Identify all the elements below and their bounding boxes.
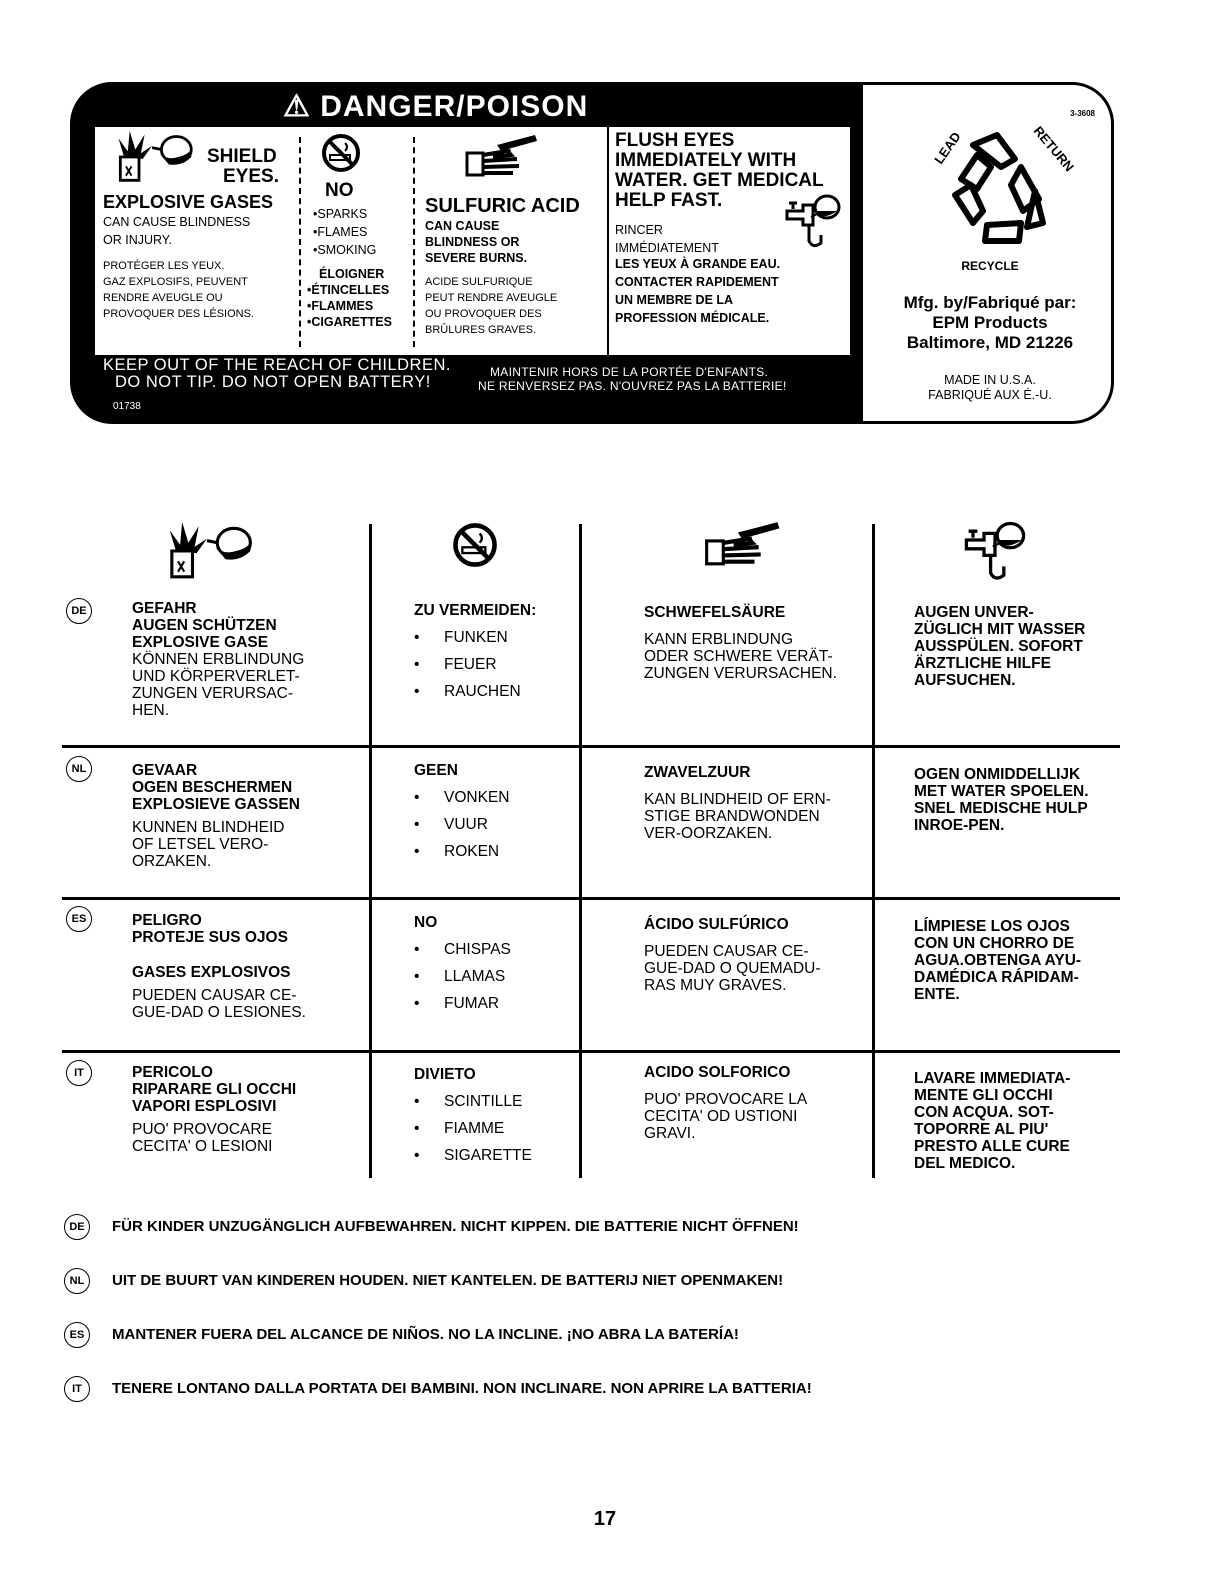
explosive-gases: EXPLOSIVE GASES: [103, 192, 274, 212]
flush-fr-5: UN MEMBRE DE LA: [615, 293, 734, 307]
cell-text: GEFAHR: [132, 600, 197, 617]
keep-out-en: [103, 357, 451, 391]
bullet-item: • VUUR: [414, 816, 509, 833]
cell-text: GUE-DAD O QUEMADU-: [644, 960, 821, 977]
de-col1: [132, 600, 304, 719]
cell-text: VAPORI ESPLOSIVI: [132, 1098, 277, 1115]
acid-fr-1: ACIDE SULFURIQUE: [425, 276, 533, 288]
lang-badge-de: DE: [64, 1214, 90, 1240]
lang-badge-nl: NL: [66, 756, 92, 782]
cell-text: ZUNGEN VERURSAC-: [132, 685, 294, 702]
cell-text: EXPLOSIVE GASE: [132, 634, 269, 651]
keep-out-fr: [478, 365, 787, 393]
keep-fr-1: MAINTENIR HORS DE LA PORTÉE D'ENFANTS.: [490, 365, 769, 379]
explosion-eye-icon: [107, 129, 199, 185]
cell-text: DEL MEDICO.: [914, 1155, 1016, 1172]
cell-text: OF LETSEL VERO-: [132, 836, 269, 853]
cell-text: SNEL MEDISCHE HULP: [914, 800, 1088, 817]
keep-en-1: KEEP OUT OF THE REACH OF CHILDREN.: [103, 356, 451, 374]
cell-heading: ACIDO SOLFORICO: [644, 1064, 791, 1081]
cell-heading: NO: [414, 914, 438, 931]
bullet-item: • SIGARETTE: [414, 1147, 532, 1164]
lang-badge-es: ES: [66, 906, 92, 932]
explosion-eye-icon: [160, 520, 256, 582]
warning-text: UIT DE BUURT VAN KINDEREN HOUDEN. NIET KANTELEN. DE BATTERIJ NIET OPENMAKEN!: [112, 1272, 784, 1289]
cell-text: AUGEN SCHÜTZEN: [132, 617, 277, 634]
nl-col2: [414, 762, 509, 870]
recycle-icon: [911, 115, 1081, 265]
de-col3: [644, 604, 837, 682]
page-number: 17: [593, 1508, 617, 1530]
cell-text: KAN BLINDHEID OF ERN-: [644, 791, 831, 808]
eye-wash-icon: [960, 518, 1030, 584]
cell-heading: DIVIETO: [414, 1066, 476, 1083]
cell-text: ORZAKEN.: [132, 853, 212, 870]
flush-fr-3: LES YEUX À GRANDE EAU.: [615, 257, 781, 271]
made-in: [863, 373, 1114, 403]
cell-heading: ÁCIDO SULFÚRICO: [644, 916, 789, 933]
col-line: [579, 524, 582, 1178]
mfg-line-3: Baltimore, MD 21226: [906, 333, 1074, 352]
shield-fr-1: PROTÉGER LES YEUX.: [103, 260, 225, 272]
row-line: [62, 897, 1120, 900]
shield-fr-4: PROVOQUER DES LÉSIONS.: [103, 308, 254, 320]
lang-badge-it: IT: [66, 1060, 92, 1086]
cell-text: CON ACQUA. SOT-: [914, 1104, 1054, 1121]
return-text: RETURN: [1030, 123, 1078, 175]
warning-text: MANTENER FUERA DEL ALCANCE DE NIÑOS. NO LA INCLINE. ¡NO ABRA LA BATERÍA!: [112, 1326, 739, 1343]
mfg-line-1: Mfg. by/Fabriqué par:: [903, 293, 1077, 312]
nl-col3: [644, 764, 831, 842]
shield-en-1: CAN CAUSE BLINDNESS: [103, 215, 251, 229]
es-col3: [644, 916, 821, 994]
cell-text: AUSSPÜLEN. SOFORT: [914, 638, 1083, 655]
it-col4: [914, 1070, 1070, 1172]
cell-text: ÄRZTLICHE HILFE: [914, 655, 1051, 672]
cell-text: EXPLOSIEVE GASSEN: [132, 796, 300, 813]
cell-text: PUO' PROVOCARE LA: [644, 1091, 808, 1108]
nl-col4: [914, 766, 1089, 834]
col-line: [369, 524, 372, 1178]
lang-badge-nl: NL: [64, 1268, 90, 1294]
made-line-1: MADE IN U.S.A.: [944, 373, 1036, 387]
cell-text: MENTE GLI OCCHI: [914, 1087, 1053, 1104]
no-en-2: •FLAMES: [313, 225, 368, 239]
manufacturer: [863, 293, 1114, 353]
cell-text: PUEDEN CAUSAR CE-: [644, 943, 809, 960]
acid-en-1: CAN CAUSE: [425, 219, 500, 233]
bullet-item: • FIAMME: [414, 1120, 532, 1137]
shield-fr-3: RENDRE AVEUGLE OU: [103, 292, 223, 304]
divider: [607, 127, 609, 355]
acid-heading: SULFURIC ACID: [425, 195, 580, 217]
bullet-item: • FUNKEN: [414, 629, 536, 646]
shield-column: [103, 127, 293, 355]
acid-hand-icon: [700, 518, 784, 570]
cell-text: AUFSUCHEN.: [914, 672, 1016, 689]
shield-en-2: OR INJURY.: [103, 233, 173, 247]
cell-text: CON UN CHORRO DE: [914, 935, 1075, 952]
warning-label: [70, 82, 1114, 424]
keep-fr-2: NE RENVERSEZ PAS. N'OUVREZ PAS LA BATTERIE!: [478, 379, 787, 393]
es-col4: [914, 918, 1081, 1003]
cell-text: DAMÉDICA RÁPIDAM-: [914, 969, 1079, 986]
no-column: [307, 127, 407, 355]
lang-badge-es: ES: [64, 1322, 90, 1348]
cell-heading: ZWAVELZUUR: [644, 764, 751, 781]
it-col2: [414, 1066, 532, 1174]
acid-en-2: BLINDNESS OR: [425, 235, 520, 249]
acid-en-3: SEVERE BURNS.: [425, 251, 528, 265]
cell-text: PERICOLO: [132, 1064, 213, 1081]
bullet-item: • FUMAR: [414, 995, 511, 1012]
cell-text: KÖNNEN ERBLINDUNG: [132, 651, 305, 668]
divider: [413, 137, 415, 347]
cell-text: HEN.: [132, 702, 170, 719]
no-fr-2: •FLAMMES: [307, 299, 374, 313]
flush-fr-6: PROFESSION MÉDICALE.: [615, 311, 770, 325]
es-col1: [132, 912, 306, 1021]
cell-text: OGEN ONMIDDELLIJK: [914, 766, 1081, 783]
row-line: [62, 745, 1120, 748]
cell-text: CECITA' OD USTIONI: [644, 1108, 798, 1125]
cell-text: PUO' PROVOCARE: [132, 1121, 272, 1138]
flush-h1: FLUSH EYES: [615, 130, 735, 151]
cell-text: ENTE.: [914, 986, 960, 1003]
cell-text: AUGEN UNVER-: [914, 604, 1034, 621]
es-col2: [414, 914, 511, 1022]
acid-column: [421, 127, 605, 355]
cell-text: CECITA' O LESIONI: [132, 1138, 273, 1155]
cell-text: PELIGRO: [132, 912, 202, 929]
cell-text: AGUA.OBTENGA AYU-: [914, 952, 1082, 969]
flush-fr-2: IMMÉDIATEMENT: [615, 241, 719, 255]
acid-fr-2: PEUT RENDRE AVEUGLE: [425, 292, 558, 304]
made-line-2: FABRIQUÉ AUX É.-U.: [928, 388, 1052, 402]
flush-h2: IMMEDIATELY WITH: [615, 150, 797, 171]
no-fr-heading: ÉLOIGNER: [319, 267, 385, 281]
cell-text: KANN ERBLINDUNG: [644, 631, 793, 648]
lang-badge-it: IT: [64, 1376, 90, 1402]
bullet-item: • VONKEN: [414, 789, 509, 806]
warning-text: TENERE LONTANO DALLA PORTATA DEI BAMBINI. NON INCLINARE. NON APRIRE LA BATTERIA!: [112, 1380, 812, 1397]
no-en-3: •SMOKING: [313, 243, 377, 257]
cell-heading: SCHWEFELSÄURE: [644, 604, 786, 621]
flush-h3: WATER. GET MEDICAL: [615, 170, 824, 191]
cell-text: PROTEJE SUS OJOS: [132, 929, 288, 946]
cell-text: TOPORRE AL PIU': [914, 1121, 1049, 1138]
acid-fr-3: OU PROVOQUER DES: [425, 308, 542, 320]
eye-wash-icon: [783, 191, 843, 251]
recycle-label: RECYCLE: [961, 259, 1019, 273]
flush-fr-1: RINCER: [615, 223, 663, 237]
bullet-item: • SCINTILLE: [414, 1093, 532, 1110]
bullet-item: • LLAMAS: [414, 968, 511, 985]
cell-text: RAS MUY GRAVES.: [644, 977, 787, 994]
warning-text: FÜR KINDER UNZUGÄNGLICH AUFBEWAHREN. NICHT KIPPEN. DIE BATTERIE NICHT ÖFFNEN!: [112, 1218, 799, 1235]
cell-text: RIPARARE GLI OCCHI: [132, 1081, 297, 1098]
flush-fr-4: CONTACTER RAPIDEMENT: [615, 275, 779, 289]
de-col2: [414, 602, 536, 710]
cell-text: ODER SCHWERE VERÄT-: [644, 648, 833, 665]
divider: [299, 137, 301, 347]
label-recycle-area: [863, 85, 1114, 421]
no-heading: NO: [325, 180, 354, 201]
nl-col1: [132, 762, 300, 870]
it-col1: [132, 1064, 296, 1155]
recycle-code: 3-3608: [1070, 109, 1095, 118]
bullet-item: • FEUER: [414, 656, 536, 673]
cell-text: PUEDEN CAUSAR CE-: [132, 987, 297, 1004]
cell-text: ZÜGLICH MIT WASSER: [914, 621, 1086, 638]
cell-heading: ZU VERMEIDEN:: [414, 602, 537, 619]
cell-text: GRAVI.: [644, 1125, 696, 1142]
eyes-heading: EYES.: [223, 166, 279, 187]
cell-text: UND KÖRPERVERLET-: [132, 668, 300, 685]
shield-heading: SHIELD: [207, 146, 277, 167]
lang-badge-de: DE: [66, 598, 92, 624]
no-en-1: •SPARKS: [313, 207, 368, 221]
lead-text: LEAD: [931, 129, 964, 167]
acid-fr-4: BRÛLURES GRAVES.: [425, 324, 537, 336]
cell-text: ZUNGEN VERURSACHEN.: [644, 665, 837, 682]
shield-fr-2: GAZ EXPLOSIFS, PEUVENT: [103, 276, 248, 288]
cell-text: MET WATER SPOELEN.: [914, 783, 1089, 800]
flush-h4: HELP FAST.: [615, 190, 723, 211]
no-smoking-icon: [321, 133, 361, 173]
mfg-line-2: EPM Products: [932, 313, 1048, 332]
it-col3: [644, 1064, 807, 1142]
bullet-item: • ROKEN: [414, 843, 509, 860]
cell-text: INROE-PEN.: [914, 817, 1005, 834]
cell-text: VER-OORZAKEN.: [644, 825, 773, 842]
keep-en-2: DO NOT TIP. DO NOT OPEN BATTERY!: [115, 373, 431, 391]
label-white-panel: [95, 127, 850, 355]
cell-text: LAVARE IMMEDIATA-: [914, 1070, 1071, 1087]
label-code: 01738: [113, 401, 141, 412]
cell-text: STIGE BRANDWONDEN: [644, 808, 820, 825]
cell-text: GUE-DAD O LESIONES.: [132, 1004, 306, 1021]
cell-text: GEVAAR: [132, 762, 198, 779]
de-col4: [914, 604, 1085, 689]
cell-text: OGEN BESCHERMEN: [132, 779, 293, 796]
cell-text: PRESTO ALLE CURE: [914, 1138, 1070, 1155]
flush-column: [613, 127, 850, 355]
bullet-item: • CHISPAS: [414, 941, 511, 958]
label-black-area: [73, 85, 863, 421]
cell-text: KUNNEN BLINDHEID: [132, 819, 285, 836]
acid-hand-icon: [461, 131, 541, 181]
no-fr-3: •CIGARETTES: [307, 315, 392, 329]
col-line: [872, 524, 875, 1178]
label-title: ⚠ DANGER/POISON: [283, 90, 589, 123]
cell-heading: GEEN: [414, 762, 458, 779]
bullet-item: • RAUCHEN: [414, 683, 536, 700]
cell-text: GASES EXPLOSIVOS: [132, 964, 291, 981]
cell-text: LÍMPIESE LOS OJOS: [914, 918, 1070, 935]
row-line: [62, 1050, 1120, 1053]
no-smoking-icon: [452, 522, 498, 568]
no-fr-1: •ÉTINCELLES: [307, 283, 390, 297]
